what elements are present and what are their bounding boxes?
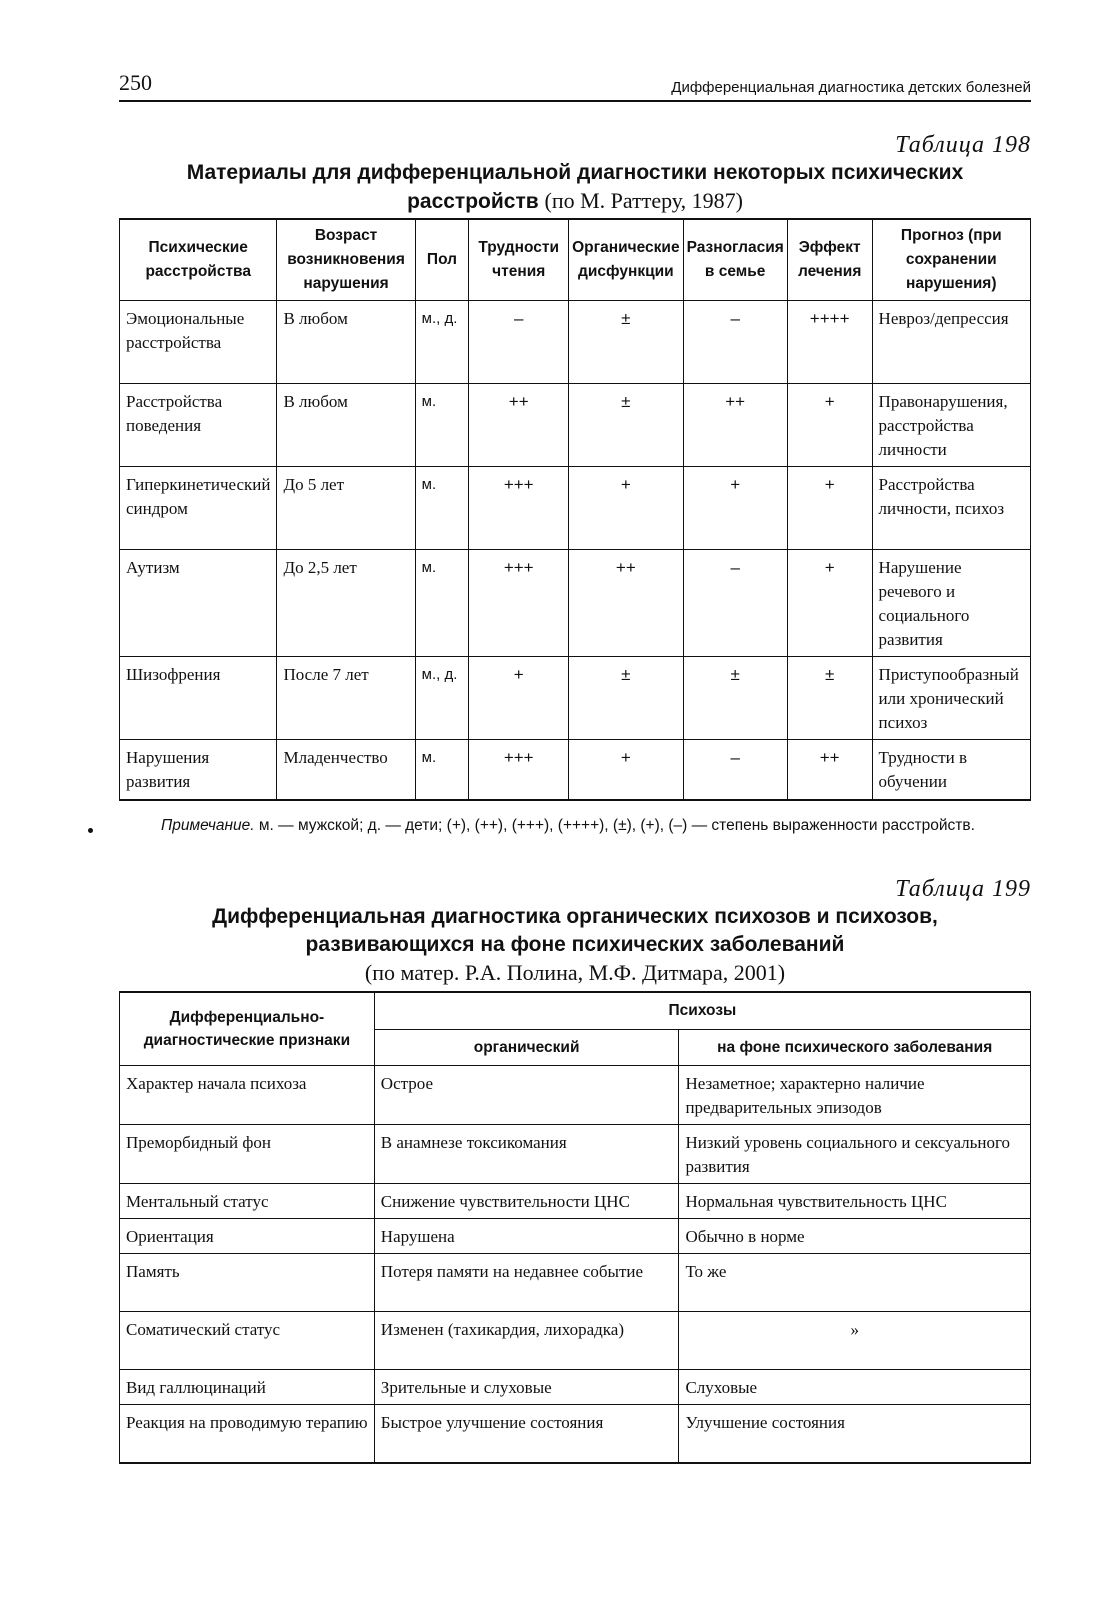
table-199-title-line1: Дифференциальная диагностика органических психозов и психозов,	[212, 904, 938, 928]
table-row	[120, 1066, 1031, 1125]
table-cell: Аутизм	[120, 550, 277, 657]
table-row	[120, 467, 1031, 550]
table-cell: +	[787, 550, 872, 657]
table-cell: Быстрое улучшение состояния	[374, 1405, 679, 1463]
table-cell: –	[683, 301, 787, 384]
table-198-title-line2: расстройств	[407, 190, 539, 213]
table-cell: Изменен (тахикардия, лихорадка)	[374, 1312, 679, 1370]
table-cell: –	[683, 740, 787, 800]
table-cell: Нарушение речевого и социального развития	[872, 550, 1030, 657]
table-cell: В любом	[277, 301, 415, 384]
table-cell: ++	[469, 384, 569, 467]
table-cell: –	[469, 301, 569, 384]
table-row	[120, 384, 1031, 467]
column-header: Разногласия в семье	[683, 219, 787, 301]
running-head	[119, 66, 1031, 102]
table-row	[120, 301, 1031, 384]
table-cell: До 2,5 лет	[277, 550, 415, 657]
table-cell: Расстройства личности, психоз	[872, 467, 1030, 550]
column-header: Органические дисфункции	[569, 219, 683, 301]
table-cell: м., д.	[415, 657, 469, 740]
table-cell: Младенчество	[277, 740, 415, 800]
table-cell: ++	[683, 384, 787, 467]
table-cell: –	[683, 550, 787, 657]
table-cell: Соматический статус	[120, 1312, 375, 1370]
table-199-number: Таблица 199	[895, 875, 1031, 902]
table-198-header-row	[120, 219, 1031, 301]
running-title: Дифференциальная диагностика детских болезней	[671, 79, 1031, 96]
table-cell: Приступообразный или хронический психоз	[872, 657, 1030, 740]
column-header: на фоне психического заболевания	[679, 1030, 1031, 1066]
table-cell: Эмоциональные расстройства	[120, 301, 277, 384]
note-text: м. — мужской; д. — дети; (+), (++), (+++), (++++), (±), (+), (–) — степень выраженности расстройств.	[254, 816, 975, 834]
table-cell: Невроз/депрессия	[872, 301, 1030, 384]
table-cell: Вид галлюцинаций	[120, 1370, 375, 1405]
table-cell: Трудности в обучении	[872, 740, 1030, 800]
table-199	[119, 991, 1031, 1464]
table-cell: Незаметное; характерно наличие предварительных эпизодов	[679, 1066, 1031, 1125]
table-cell: Память	[120, 1254, 375, 1312]
table-cell: +++	[469, 467, 569, 550]
column-header: органический	[374, 1030, 679, 1066]
table-row	[120, 1370, 1031, 1405]
table-cell: +++	[469, 740, 569, 800]
table-cell: ±	[683, 657, 787, 740]
table-row	[120, 1312, 1031, 1370]
table-cell: Острое	[374, 1066, 679, 1125]
table-cell: м.	[415, 740, 469, 800]
table-cell: Низкий уровень социального и сексуального развития	[679, 1125, 1031, 1184]
table-cell: ±	[569, 301, 683, 384]
table-cell: ++	[787, 740, 872, 800]
table-cell: +	[683, 467, 787, 550]
table-199-header-row	[120, 992, 1031, 1030]
table-cell: ±	[569, 384, 683, 467]
table-198-title-line1: Материалы для дифференциальной диагностики некоторых психических	[186, 161, 964, 184]
table-198-source: (по М. Раттеру, 1987)	[544, 188, 743, 213]
table-row	[120, 1254, 1031, 1312]
page-number: 250	[119, 70, 152, 95]
table-cell: Ментальный статус	[120, 1184, 375, 1219]
column-header: Прогноз (при сохранении нарушения)	[872, 219, 1030, 301]
table-cell: В анамнезе токсикомания	[374, 1125, 679, 1184]
table-cell: Зрительные и слуховые	[374, 1370, 679, 1405]
table-row	[120, 657, 1031, 740]
table-199-source: (по матер. Р.А. Полина, М.Ф. Дитмара, 2001)	[364, 959, 786, 985]
table-cell: +	[787, 467, 872, 550]
column-group-header: Психозы	[374, 992, 1030, 1030]
table-cell: +	[569, 740, 683, 800]
table-row	[120, 1405, 1031, 1463]
table-cell: Улучшение состояния	[679, 1405, 1031, 1463]
table-cell: В любом	[277, 384, 415, 467]
table-row	[120, 550, 1031, 657]
table-cell: +	[569, 467, 683, 550]
table-cell: м.	[415, 384, 469, 467]
table-cell: Расстройства поведения	[120, 384, 277, 467]
table-cell: ±	[569, 657, 683, 740]
table-cell: Нормальная чувствительность ЦНС	[679, 1184, 1031, 1219]
note-label: Примечание.	[161, 816, 255, 834]
column-header: Эффект лечения	[787, 219, 872, 301]
table-198-note	[119, 813, 1031, 838]
table-cell: Гиперкинетический синдром	[120, 467, 277, 550]
table-row	[120, 1184, 1031, 1219]
table-198-caption	[119, 159, 1031, 216]
table-cell: +++	[469, 550, 569, 657]
margin-bullet	[88, 828, 93, 833]
column-header: Возраст возникновения нарушения	[277, 219, 415, 301]
table-198-number: Таблица 198	[895, 132, 1031, 158]
table-cell: ++	[569, 550, 683, 657]
table-199-caption	[119, 903, 1031, 987]
table-cell: м., д.	[415, 301, 469, 384]
table-198	[119, 218, 1031, 801]
table-cell: Обычно в норме	[679, 1219, 1031, 1254]
table-cell: »	[679, 1312, 1031, 1370]
table-cell: ±	[787, 657, 872, 740]
table-cell: ++++	[787, 301, 872, 384]
table-cell: +	[469, 657, 569, 740]
column-header: Трудности чтения	[469, 219, 569, 301]
column-header: Психические расстройства	[120, 219, 277, 301]
table-cell: То же	[679, 1254, 1031, 1312]
table-cell: м.	[415, 550, 469, 657]
table-row	[120, 1125, 1031, 1184]
table-cell: м.	[415, 467, 469, 550]
table-cell: +	[787, 384, 872, 467]
table-cell: Шизофрения	[120, 657, 277, 740]
column-header: Дифференциально-диагностические признаки	[120, 992, 375, 1066]
table-cell: Слуховые	[679, 1370, 1031, 1405]
table-cell: Нарушения развития	[120, 740, 277, 800]
page	[119, 66, 1031, 1464]
table-cell: До 5 лет	[277, 467, 415, 550]
table-row	[120, 1219, 1031, 1254]
table-cell: После 7 лет	[277, 657, 415, 740]
table-cell: Снижение чувствительности ЦНС	[374, 1184, 679, 1219]
table-cell: Нарушена	[374, 1219, 679, 1254]
table-row	[120, 740, 1031, 800]
table-cell: Реакция на проводимую терапию	[120, 1405, 375, 1463]
table-cell: Правонарушения, расстройства личности	[872, 384, 1030, 467]
column-header: Пол	[415, 219, 469, 301]
table-199-title-line2: развивающихся на фоне психических заболеваний	[305, 932, 845, 956]
table-cell: Ориентация	[120, 1219, 375, 1254]
table-cell: Преморбидный фон	[120, 1125, 375, 1184]
table-cell: Характер начала психоза	[120, 1066, 375, 1125]
table-cell: Потеря памяти на недавнее событие	[374, 1254, 679, 1312]
